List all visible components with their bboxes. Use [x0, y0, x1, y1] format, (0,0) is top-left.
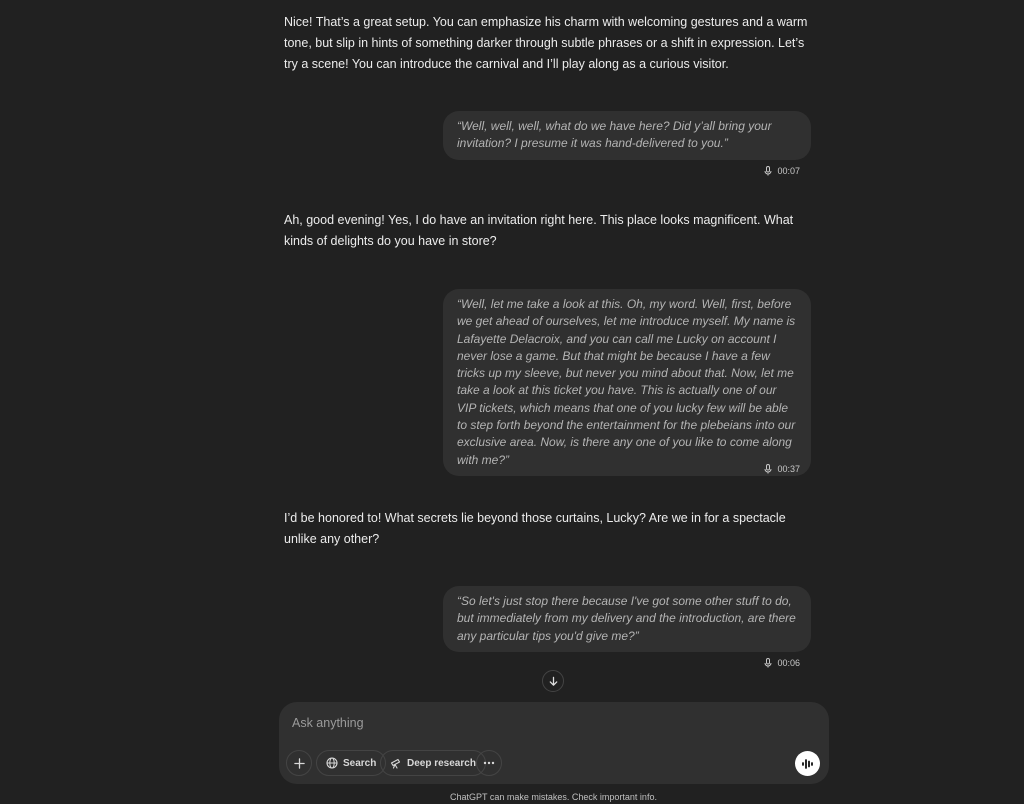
prompt-input[interactable]	[290, 712, 794, 734]
search-button[interactable]	[316, 750, 386, 776]
plus-icon	[294, 758, 305, 769]
voice-duration-text: 00:37	[777, 464, 800, 474]
assistant-message: Ah, good evening! Yes, I do have an invitation right here. This place looks magnificent. What kinds of delights do you have in store?	[284, 213, 794, 248]
more-tools-button[interactable]	[476, 750, 502, 776]
voice-waveform-icon	[801, 758, 814, 770]
user-voice-message: “Well, well, well, what do we have here? Did y’all bring your invitation? I presume it was hand-delivered to you.”	[443, 111, 811, 160]
voice-duration-text: 00:07	[777, 166, 800, 176]
assistant-message: I’d be honored to! What secrets lie beyond those curtains, Lucky? Are we in for a spectacle unlike any other?	[284, 511, 786, 546]
message-composer	[279, 702, 829, 784]
disclaimer-text: ChatGPT can make mistakes. Check important info.	[450, 792, 657, 802]
search-button-label: Search	[343, 757, 377, 769]
arrow-down-icon	[548, 676, 559, 687]
voice-duration	[763, 464, 800, 474]
user-voice-message: “Well, let me take a look at this. Oh, my word. Well, first, before we get ahead of ourselves, let me introduce myself. My name is Lafayette Delacroix, and you can call me Lucky on account I never lose a game. But that might be because I have a few tricks up my sleeve, but never you mind about that. Now, let me take a look at this ticket you have. This is actually one of our VIP tickets, which means that one of you lucky few will be able to step forth beyond the entertainment for the plebeians into our exclusive area. Now, is there any one of you like to come along with me?”	[443, 289, 811, 476]
add-attachment-button[interactable]	[286, 750, 312, 776]
microphone-icon	[763, 464, 773, 474]
voice-duration-text: 00:06	[777, 658, 800, 668]
deep-research-button-label: Deep research	[407, 757, 476, 769]
voice-duration	[763, 658, 800, 668]
more-horizontal-icon	[483, 761, 495, 765]
user-voice-message: “So let's just stop there because I've got some other stuff to do, but immediately from my delivery and the introduction, are there any particular tips you'd give me?”	[443, 586, 811, 652]
voice-mode-button[interactable]	[795, 751, 820, 776]
assistant-message: Nice! That’s a great setup. You can emphasize his charm with welcoming gestures and a warm tone, but slip in hints of something darker through subtle phrases or a shift in expression. Let’s try a scene! You can introduce the carnival and I’ll play along as a curious visitor.	[284, 15, 808, 71]
voice-duration	[763, 166, 800, 176]
microphone-icon	[763, 166, 773, 176]
telescope-icon	[390, 757, 402, 769]
deep-research-button[interactable]	[380, 750, 486, 776]
microphone-icon	[763, 658, 773, 668]
scroll-to-bottom-button[interactable]	[542, 670, 564, 692]
globe-icon	[326, 757, 338, 769]
